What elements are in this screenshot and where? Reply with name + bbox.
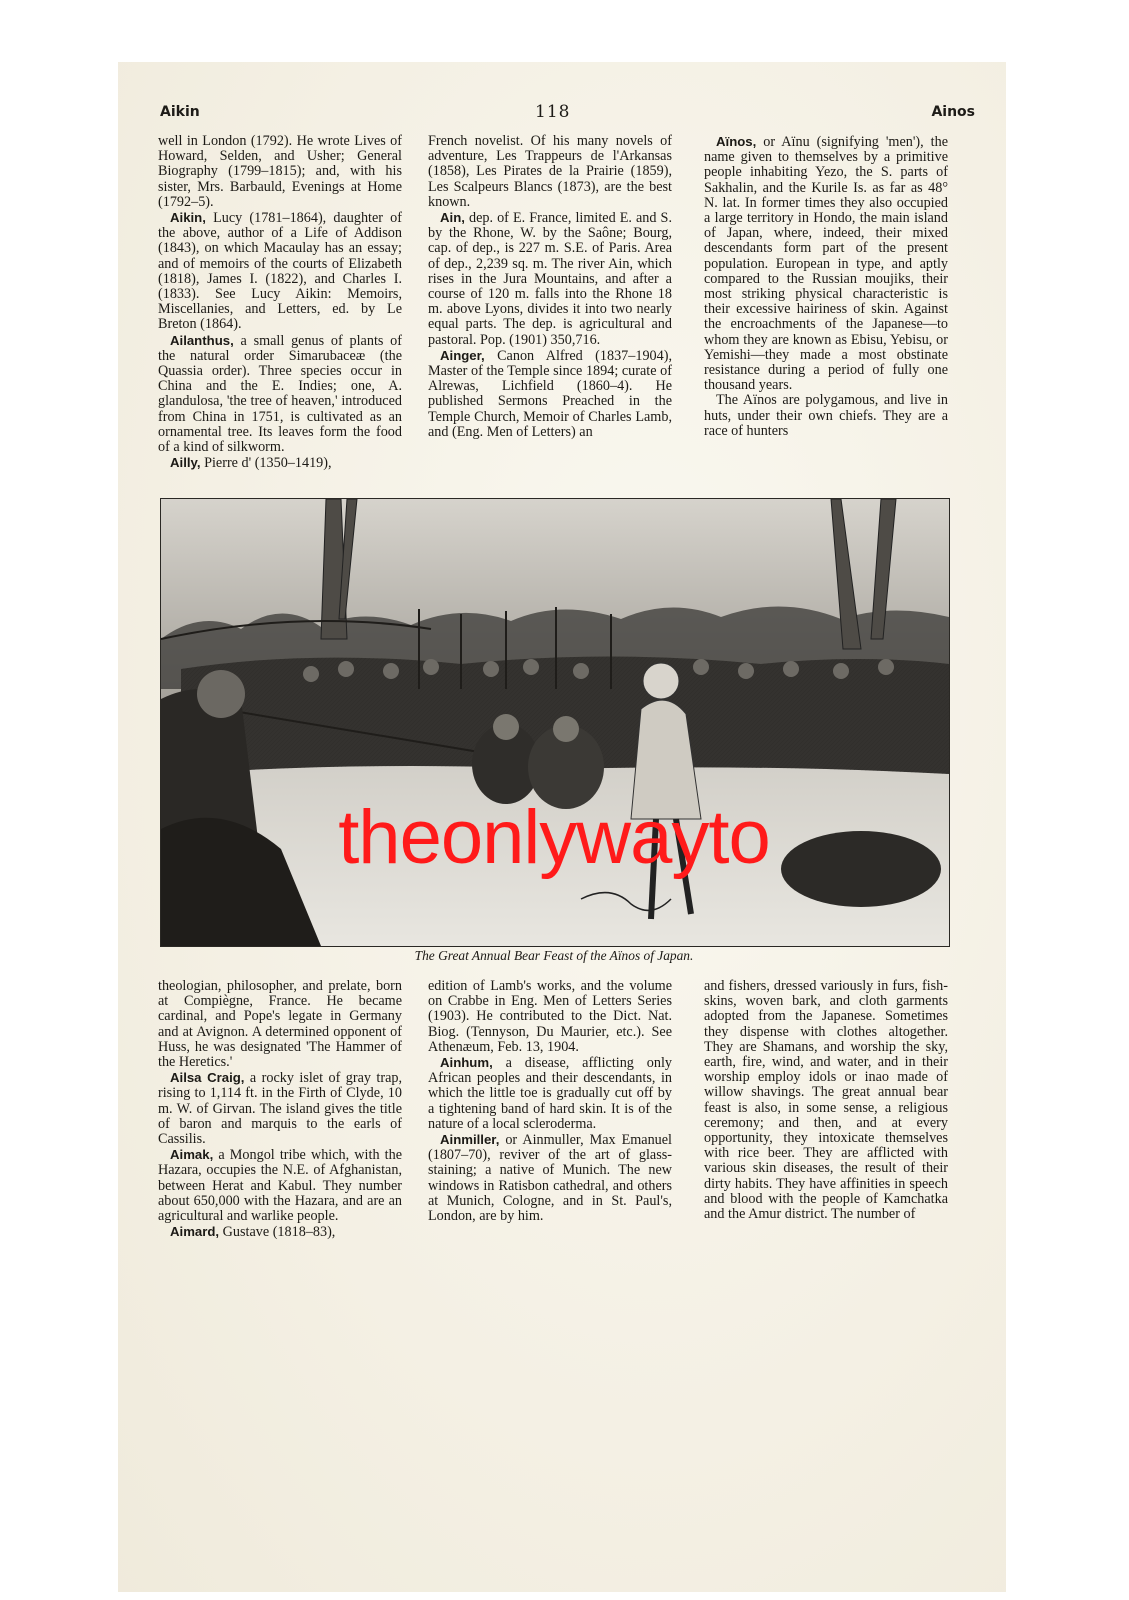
paragraph	[158, 979, 402, 1070]
entry-headword: Ailanthus,	[170, 332, 234, 348]
entry	[428, 348, 672, 440]
entry-headword: Ainhum,	[440, 1055, 493, 1071]
column-3-upper	[704, 134, 948, 439]
entry-headword: Aimak,	[170, 1147, 214, 1163]
entry-headword: Aimard,	[170, 1224, 220, 1240]
paragraph	[428, 979, 672, 1055]
paragraph	[428, 134, 672, 210]
entry	[158, 1224, 402, 1240]
column-2-lower	[428, 979, 672, 1224]
entry	[704, 134, 948, 393]
paragraph	[704, 979, 948, 1222]
paragraph-text: and fishers, dressed variously in furs, fish-skins, woven bark, and cloth garments adopted from the Japanese. Sometimes they dispense with clothes altogether. They are Shamans, and worship the sky, earth, fire, wind, and water, and in their worship employ idols or inao made of willow shavings. The great annual bear feast is also, in some sense, a religious ceremony; and then, and at every opportunity, they intoxicate themselves with rice beer. They are afflicted with various skin diseases, the result of their dirty habits. They have affinities in speech and blood with the people of Kamchatka and the Amur district. The number of	[704, 978, 948, 1223]
page-number: 118	[535, 102, 571, 122]
entry	[428, 210, 672, 348]
entry-text: or Ainmuller, Max Emanuel (1807–70), reviver of the art of glass-staining; a native of Munich. The new windows in Ratisbon cathedral, and others at Munich, Cologne, and in St. Paul's, London, are by him.	[428, 1132, 672, 1225]
entry-text: or Aïnu (signifying 'men'), the name given to themselves by a primitive people inhabiting Yezo, the S. parts of Sakhalin, and the Kurile Is. as far as 48° N. lat. In former times they also occupied a large territory in Hondo, the main island of Japan, where, indeed, their mixed descendants form part of the present population. European in type, and aptly compared to the Russian moujiks, their most striking physical characteristic is their excessive hairiness of skin. Against the encroachments of the Japanese—to whom they are known as Ebisu, Yebisu, or Yemishi—they made a most obstinate resistance during a period of fully one thousand years.	[704, 134, 948, 394]
entry-headword: Ailsa Craig,	[170, 1070, 245, 1086]
entry	[158, 333, 402, 456]
watermark-text: theonlywayto	[338, 795, 770, 880]
column-1-upper	[158, 134, 402, 471]
entry-headword: Ain,	[440, 210, 465, 226]
entry-headword: Aïnos,	[716, 134, 757, 149]
entry-text: Pierre d' (1350–1419),	[200, 455, 332, 472]
paragraph-text: well in London (1792). He wrote Lives of Howard, Selden, and Usher; General Biography (1799–1815); and, with his sister, Mrs. Barbauld, Evenings at Home (1792–5).	[158, 133, 402, 210]
paragraph-text: edition of Lamb's works, and the volume on Crabbe in Eng. Men of Letters Series (1903). He contributed to the Dict. Nat. Biog. (Tennyson, Du Maurier, etc.). See Athenæum, Feb. 13, 1904.	[428, 978, 672, 1055]
column-2-upper	[428, 134, 672, 440]
paragraph-text: French novelist. Of his many novels of adventure, Les Trappeurs de l'Arkansas (1858), Les Pirates de la Prairie (1859), Les Scalpeurs Blancs (1873), are the best known.	[428, 133, 672, 210]
column-3-lower	[704, 979, 948, 1222]
entry-text: Gustave (1818–83),	[219, 1224, 336, 1241]
running-head	[160, 104, 975, 126]
entry-headword: Ainmiller,	[440, 1132, 500, 1148]
paragraph-text: The Aïnos are polygamous, and live in huts, under their own chiefs. They are a race of hunters	[704, 392, 948, 439]
column-1-lower	[158, 979, 402, 1240]
entry-text: a small genus of plants of the natural order Simarubaceæ (the Quassia order). Three species occur in China and the E. Indies; one, A. glandulosa, 'the tree of heaven,' introduced from China in 1751, is cultivated as an ornamental tree. Its leaves form the food of a kind of silkworm.	[158, 332, 402, 456]
entry-headword: Ailly,	[170, 455, 201, 471]
entry-text: Canon Alfred (1837–1904), Master of the Temple since 1894; curate of Alrewas, Lichfield (1860–4). He published Sermons Preached in the Temple Church, Memoir of Charles Lamb, and (Eng. Men of Letters) an	[428, 347, 672, 440]
entry	[428, 1132, 672, 1224]
entry-headword: Aikin,	[170, 210, 206, 226]
header-right-guide-word: Ainos	[931, 104, 975, 120]
entry-text: a Mongol tribe which, with the Hazara, occupies the N.E. of Afghanistan, between Herat and Kabul. They number about 650,000 with the Hazara, and are an agricultural and warlike people.	[158, 1147, 402, 1225]
entry	[158, 1070, 402, 1147]
paragraph	[704, 393, 948, 439]
paragraph	[158, 134, 402, 210]
entry	[158, 455, 402, 471]
entry-text: dep. of E. France, limited E. and S. by the Rhone, W. by the Saône; Bourg, cap. of dep., is 227 m. S.E. of Paris. Area of dep., 2,239 sq. m. The river Ain, which rises in the Jura Mountains, and after a course of 120 m. falls into the Rhone 18 m. above Lyons, divides it into two nearly equal parts. The dep. is agricultural and pastoral. Pop. (1901) 350,716.	[428, 210, 672, 348]
entry-headword: Ainger,	[440, 347, 485, 363]
entry-text: Lucy (1781–1864), daughter of the above, author of a Life of Addison (1843), on which Macaulay has an essay; and of memoirs of the courts of Elizabeth (1818), James I. (1822), and Charles I. (1833). See Lucy Aikin: Memoirs, Miscellanies, and Letters, ed. by Le Breton (1864).	[158, 210, 402, 333]
entry-text: a disease, afflicting only African peoples and their descendants, in which the little toe is gradually cut off by a tightening band of hard skin. It is of the nature of a local scleroderma.	[428, 1055, 672, 1132]
figure-caption: The Great Annual Bear Feast of the Aïnos of Japan.	[414, 948, 694, 963]
entry-text: a rocky islet of gray trap, rising to 1,114 ft. in the Firth of Clyde, 10 m. W. of Girvan. The island gives the title of baron and marquis to the earls of Cassilis.	[158, 1070, 403, 1148]
entry	[428, 1055, 672, 1132]
entry	[158, 210, 402, 333]
entry	[158, 1147, 402, 1224]
paragraph-text: theologian, philosopher, and prelate, born at Compiègne, France. He became cardinal, and Pope's legate in Germany and at Avignon. A determined opponent of Huss, he was designated 'The Hammer of the Heretics.'	[158, 978, 402, 1071]
header-left-guide-word: Aikin	[160, 104, 200, 120]
